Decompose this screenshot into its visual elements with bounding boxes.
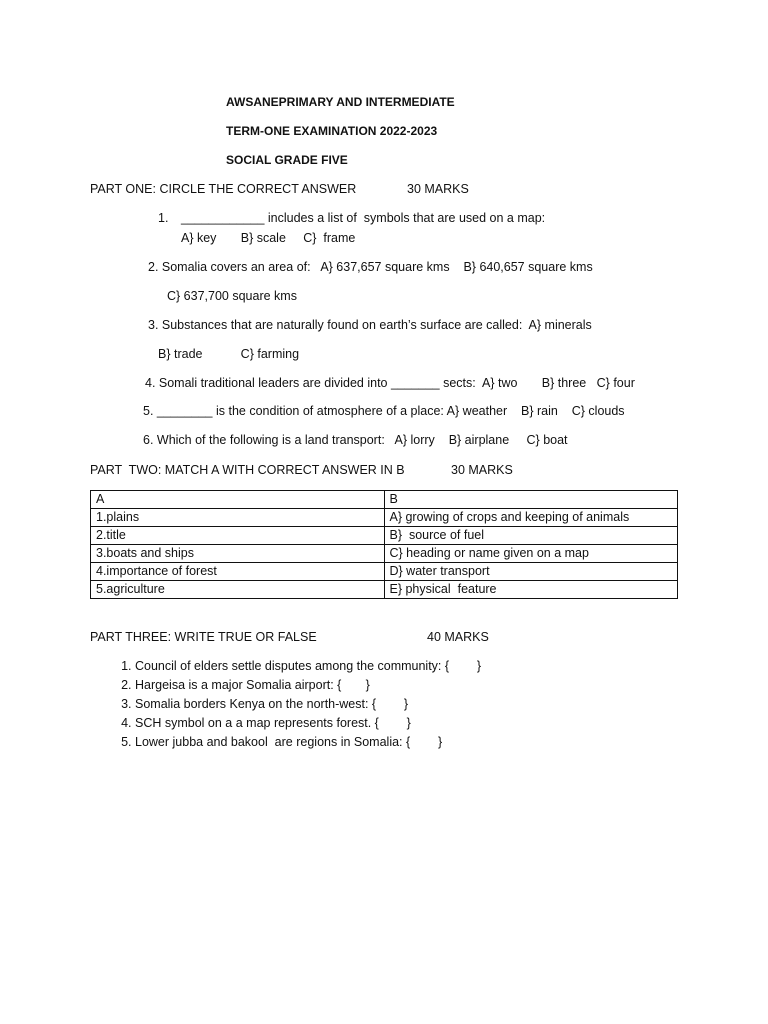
cell-a: 5.agriculture xyxy=(91,581,385,599)
part-three-marks: 40 MARKS xyxy=(427,630,489,644)
cell-a: 3.boats and ships xyxy=(91,545,385,563)
question-3-text: 3. Substances that are naturally found on earth’s surface are called: A} minerals xyxy=(148,318,592,332)
exam-title: TERM-ONE EXAMINATION 2022-2023 xyxy=(226,124,438,138)
subject-title: SOCIAL GRADE FIVE xyxy=(226,153,348,167)
part-three-heading: PART THREE: WRITE TRUE OR FALSE xyxy=(90,630,317,644)
cell-a: 1.plains xyxy=(91,509,385,527)
part-one-heading: PART ONE: CIRCLE THE CORRECT ANSWER xyxy=(90,182,357,196)
question-3-options: B} trade C} farming xyxy=(158,347,300,361)
table-row xyxy=(91,563,678,581)
table-row xyxy=(91,509,678,527)
table-row xyxy=(91,545,678,563)
school-name: AWSANEPRIMARY AND INTERMEDIATE xyxy=(226,95,455,109)
question-6-text: 6. Which of the following is a land transport: A} lorry B} airplane C} boat xyxy=(143,433,568,447)
list-item: 1. Council of elders settle disputes among the community: { } xyxy=(135,657,481,676)
question-1-text: ____________ includes a list of symbols that are used on a map: xyxy=(181,211,546,225)
column-a-header: A xyxy=(91,491,385,509)
table-header-row xyxy=(91,491,678,509)
question-5-text: 5. ________ is the condition of atmosphere of a place: A} weather B} rain C} clouds xyxy=(143,404,625,418)
cell-a: 2.title xyxy=(91,527,385,545)
part-two-heading: PART TWO: MATCH A WITH CORRECT ANSWER IN B xyxy=(90,463,405,477)
question-1-options: A} key B} scale C} frame xyxy=(181,231,356,245)
matching-table xyxy=(90,490,678,599)
cell-b: D} water transport xyxy=(384,563,678,581)
column-b-header: B xyxy=(384,491,678,509)
question-4-text: 4. Somali traditional leaders are divided into _______ sects: A} two B} three C} four xyxy=(145,376,635,390)
cell-b: B} source of fuel xyxy=(384,527,678,545)
table-row xyxy=(91,581,678,599)
cell-a: 4.importance of forest xyxy=(91,563,385,581)
table-row xyxy=(91,527,678,545)
cell-b: A} growing of crops and keeping of animals xyxy=(384,509,678,527)
true-false-list xyxy=(90,657,481,752)
list-item: 4. SCH symbol on a a map represents forest. { } xyxy=(135,714,481,733)
cell-b: C} heading or name given on a map xyxy=(384,545,678,563)
question-2-options: C} 637,700 square kms xyxy=(167,289,297,303)
question-2-text: 2. Somalia covers an area of: A} 637,657 square kms B} 640,657 square kms xyxy=(148,260,593,274)
list-item: 5. Lower jubba and bakool are regions in Somalia: { } xyxy=(135,733,481,752)
list-item: 3. Somalia borders Kenya on the north-west: { } xyxy=(135,695,481,714)
list-item: 2. Hargeisa is a major Somalia airport: { } xyxy=(135,676,481,695)
part-two-marks: 30 MARKS xyxy=(451,463,513,477)
cell-b: E} physical feature xyxy=(384,581,678,599)
part-one-marks: 30 MARKS xyxy=(407,182,469,196)
question-1-number: 1. xyxy=(158,211,169,225)
